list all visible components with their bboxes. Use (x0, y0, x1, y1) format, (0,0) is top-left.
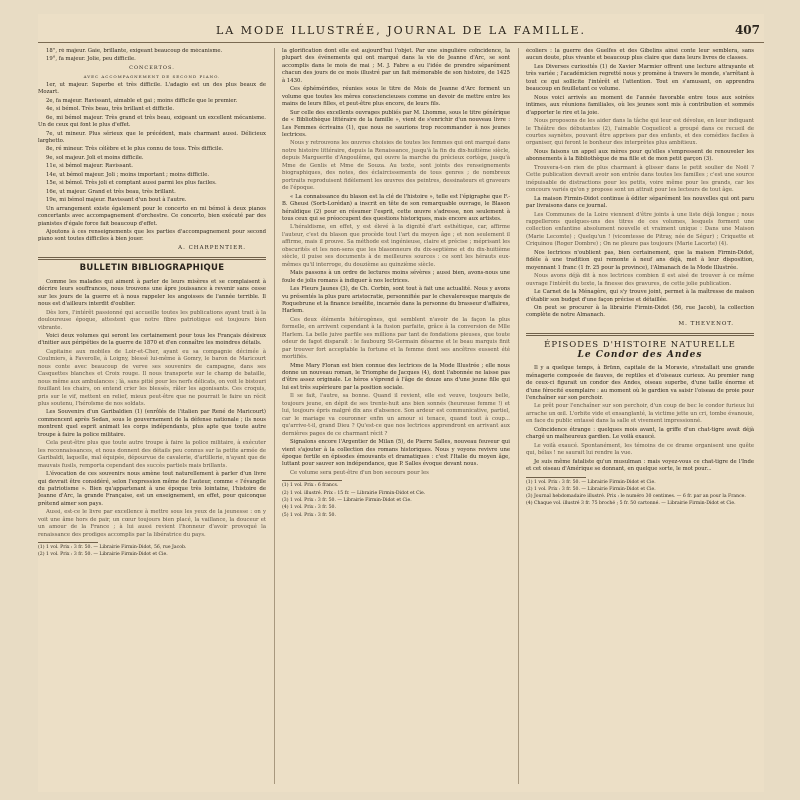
author-signature: A. CHARPENTIER. (178, 244, 246, 251)
concerto-entry: 11e, si bémol majeur. Ravissant. (46, 163, 133, 170)
footnote: (1) 1 vol. Prix : 6 francs. (282, 483, 339, 489)
footnote: (4) Chaque vol. illustré 3 fr. 75 broché ; 5 fr. 50 cartonné. — Librairie Firmin-Didot et Cie. (526, 501, 736, 507)
footnote-rule (282, 480, 342, 481)
article-paragraph: la glorification dont elle est aujourd'hui l'objet. Par une singulière coïncidence, la plupart des événements qui ont marqué dans la vie de Jeanne d'Arc, se sont accomplis dans le mois de mai ; M. J. Fabre a eu l'idée de prendre séparément chacun des jours de ce mois illustré par un fait mémorable de son histoire, de 1425 à 1430. (282, 48, 510, 84)
episode-paragraph: Coïncidence étrange : quelques mois avant, la griffe d'un chat-tigre avait déjà chargé un malheureux gardien. Le voilà exaucé. (526, 426, 754, 441)
article-paragraph: « La connaissance du blason est la clé de l'histoire », telle est l'épigraphe que F.-B. Gheusi (Sorb-Lorédan) a inscrit en tête de son remarquable ouvrage, le Blason héraldique (2) pour en résumer l'esprit, cette œuvre s'adresse, non seulement à tous ceux qui se préoccupent des questions historiques, mais encore aux artistes. (282, 193, 510, 222)
footnote: (4) 1 vol. Prix : 3 fr. 50. (282, 505, 336, 511)
concerto-item: 18°, ré majeur. Gaie, brillante, exigeant beaucoup de mécanisme. (46, 48, 223, 54)
filler-text: Il se fait, l'autre, sa bonne. Quand il revient, elle est veuve, toujours belle, toujours jeune, en dépit de ses trente-huit ans bien sonnés (heureuse femme !) et lui, toujours épris malgré dix ans d'absence. Son ardeur est communicative, partiel, car le mariage va couronner enfin un amour si tenace, quand tout à coup... qu'arrive-t-il, grand Dieu ? Qu'est-ce que nos lectrices apprendront en arrivant aux dernières pages de ce charmant récit ? (282, 393, 510, 437)
column-divider (518, 48, 519, 784)
episode-paragraph: Il y a quelque temps, à Brünn, capitale de la Moravie, s'installait une grande ménagerie composée de fauves, de reptiles et d'oiseaux curieux. Au premier rang de ceux-ci figurait un condor des Andes, oiseau superbe, d'une taille énorme et d'une férocité exemplaire : au moment où le gardien va saisir l'oiseau de proie pour l'enchaîner sur son perchoir. (526, 365, 754, 402)
filler-text: Nous proposons de les aider dans la tâche qui leur est dévolue, en leur indiquant le Théâtre des débutantes (2), l'aimable Coquelicot a groupé dans ce recueil de courtes saynètes, pouvant être apprises par des enfants, et des comédies faciles à organiser, qui feront le bonheur des interprètes plus ambitieux. (526, 118, 754, 147)
filler-text: Aussi, est-ce le livre par excellence à mettre sous les yeux de la jeunesse : on y voit une âme hors de pair, un cœur toujours bien placé, la vaillance, la douceur et un amour de la France ; à lui aussi revient l'honneur d'avoir provoqué la renaissance des prodiges accomplis par la libératrice du pays. (38, 509, 266, 538)
bulletin-paragraph: Les Souvenirs d'un Garibaldien (1) (enrôlés de l'italien par René de Maricourt) commencent après Sedan, sous le gouvernement de la défense nationale ; ils nous montrent quel esprit animait les corps indépendants, plus apte que toute autre troupe à faire la police militaire. (38, 409, 266, 438)
filler-text: Ces deux éléments hétérogènes, qui semblent n'avoir de la façon la plus formelle, en arrivent cependant à la fusion parfaite, grâce à la conversion de Mlle Harlem. La belle juive parfile ses millions par tant de fondations pieuses, que toute odeur de fagot disparaît : le faubourg St-Germain désarme et le beau marquis finit par trouver fort acceptable la fortune et la femme dont ses ancêtres eussent été mortifiés. (282, 316, 510, 361)
footnote: (1) 1 vol. Prix : 3 fr. 50. — Librairie Firmin-Didot, 56, rue Jacob. (38, 545, 187, 551)
concerto-entry: 1er, ut majeur. Superbe et très difficile. L'adagio est un des plus beaux de Mozart. (38, 81, 266, 96)
article-paragraph: On peut se procurer à la librairie Firmin-Didot (56, rue Jacob), la collection complète de notre Almanach. (526, 304, 754, 319)
filler-text: L'héraldisme, en effet, y est élevé à la dignité d'art esthétique, car, affirme l'auteur, c'est du blason que procède tout l'art du moyen âge ; et non seulement il affirme, mais il prouve. Sa méthode est ingénieuse, claire et précise ; méprisant les obscurités et les non-sens que les blasonneurs du dix-septième et du dix-huitième siècle, il puise ses documents à de meilleures sources : ce sont les hérauts eux-mêmes qu'il interroge, du douzième au quinzième siècle. (282, 224, 510, 268)
section-divider (38, 257, 266, 260)
concerto-entry: 4e, si bémol. Très beau, très brillant et difficile. (46, 106, 175, 113)
bulletin-heading: BULLETIN BIBLIOGRAPHIQUE (79, 263, 225, 274)
filler-text: Trouvera-t-on rien de plus charmant à glisser dans le petit soulier de Noël ? Cette publication devrait avoir son entrée dans toutes les familles ; c'est une source inépuisable de distractions pour les petits, voire même pour les grands, car les concours variés qu'on y propose sont un attrait pour les lecteurs de tout âge. (526, 164, 754, 194)
article-paragraph: Ces éphémérides, réunies sous le titre de Mois de Jeanne d'Arc forment un volume que toutes les mères consciencieuses comme un devoir de mettre entre les mains de leurs filles, et peut-être plus encore, de leurs fils. (282, 86, 510, 108)
filler-text: Le voilà exaucé. Spontanément, les témoins de ce drame organisent une quête qui, bélas ! ne saurait lui rendre la vue. (526, 442, 754, 457)
article-paragraph: Les Fleurs Jaunes (3), de Ch. Corbin, sont tout à fait une actualité. Nous y avons vu présentés la plus pure aristocratie, personnifiée par le chevaleresque marquis de Roquebrune et la finance israélite, incarnée dans la personne du brasseur d'affaires, Harlem. (282, 286, 510, 315)
concertos-note: Un arrangement existe également pour le concerto en mi bémol à deux pianos concertants avec accompagnement d'orchestre. Ce concerto, bien exécuté par des pianistes d'égale force fait beaucoup d'effet. (38, 205, 266, 227)
bulletin-paragraph: Voici deux volumes qui seront les certainement pour tous les Français désireux d'initier aux péripéties de la guerre de 1870 et d'en connaître les moindres détails. (38, 332, 266, 347)
footnote: (3) Journal hebdomadaire illustré. Prix : le numéro 30 centimes. — 6 fr. par an pour la France. (526, 494, 746, 500)
concerto-entry: 15e, si bémol. Très joli et comptant aussi parmi les plus faciles. (46, 180, 217, 187)
article-paragraph: Nous voici arrivés au moment de l'année favorable entre tous aux soirées intimes, aux réunions familiales, où les jeunes sont mis à contribution et sommés d'apporter le rire et la joie. (526, 94, 754, 116)
concertos-subheading: AVEC ACCOMPAGNEMENT DE SECOND PIANO. (83, 74, 221, 80)
concerto-entry: 19e, mi bémol majeur. Ravissant d'un bout à l'autre. (46, 197, 187, 204)
article-paragraph: Signalons encore l'Argentier de Milan (5), de Pierre Salles, nouveau feuveur qui vient s'ajouter à la collection des romans historiques. Nous y voyons revivre une époque fertile en épisodes émouvants et dramatiques : c'est l'Italie du moyen âge, luttant pour sauver son indépendance, que P. Salles évoque devant nous. (282, 439, 510, 468)
episode-subtitle: Le Condor des Andes (577, 349, 703, 360)
newspaper-page (38, 14, 764, 792)
column-3 (526, 48, 754, 788)
footnote: (1) 1 vol. Prix : 3 fr. 50. — Librairie Firmin-Didot et Cie. (526, 479, 656, 485)
article-paragraph: Mme Mary Floran est bien connue des lectrices de la Mode Illustrée ; elle nous donne un nouveau roman, le Triomphe de Jacques (4), dont l'abonnée ne laisse pas d'être assez originale. Le héros s'éprend à l'âge de douze ans d'une jeune fille qui lui est très supérieure par la position sociale. (282, 362, 510, 391)
concerto-entry: 9e, sol majeur. Joli et moins difficile. (46, 154, 144, 161)
filler-text: Le prêt pour l'enchaîner sur son perchoir, d'un coup de bec le condor furieux lui arrache un œil. L'orbite vide et ensanglanté, la victime jette un cri, tombe évanouie, en face du public entassé dans la salle et vivement impressionné. (526, 403, 754, 425)
page-header (38, 20, 764, 43)
footnote: (2) 1 vol. Prix : 3 fr. 50. — Librairie Firmin-Didot et Cie. (38, 552, 168, 558)
filler-text: Les Communes de la Loire viennent d'être joints à une liste déjà longue ; nous rappellerons quelques-uns des titres de ces volumes, lesquels forment une collection enfantine absolument nouvelle et vraiment unique : Dans une Maison (Marie Lecomte) ; Quelqu'un ! (vicomtesse de Pitray, née de Ségur) ; Criquette et Criquinou (Roger Dombre) ; On ne pleure pas toujours (Marie Lacorte) (4). (526, 211, 754, 248)
column-2 (282, 48, 510, 788)
filler-text: Capitaine aux mobiles de Loir-et-Cher, ayant eu sa compagnie décimée à Coulmiers, à Faverolle, à Loigny, blessé lui-même à Gomry, le baron de Maricourt nous conte avec beaucoup de verve ses souvenirs de campagne, dans ses Casquettes blanches et Croix rouge. Il nous transporte sur le champ de bataille, nous même aux ambulances ; là, sans pitié pour les nerfs délicats, on voit le bistouri fouillant les chairs, on entend crier les blessés, râler les agonisants. Ces croquis, pris sur le vif, mettent en relief, mieux peut-être que ne pourrait le faire un récit plus soutenu, l'héroïsme de nos soldats. (38, 348, 266, 408)
concerto-entry: 7e, ut mineur. Plus sérieux que le précédent, mais charmant aussi. Délicieux larghetto. (38, 130, 266, 144)
concerto-entry: 6e, mi bémol majeur. Très grand et très beau, exigeant un excellent mécanisme. Un de ceux qui font le plus d'effet. (38, 114, 266, 129)
article-paragraph: écoliers : la guerre des Guelfes et des Gibelins ainsi conte leur semblera, sans aucun doute, plus vivante et beaucoup plus claire que dans leurs livres de classes. (526, 48, 754, 62)
article-paragraph: Nos lectrices n'oublient pas, bien certainement, que la maison Firmin-Didot, fidèle à une tradition qui remonte à neuf ans déjà, met à leur disposition, moyennant 1 franc (1 fr. 25 pour la province), l'Almanach de la Mode Illustrée. (526, 249, 754, 271)
concerto-item: 19°, fa majeur. Jolie, peu difficile. (46, 56, 136, 63)
filler-text: Dès lors, l'intérêt passionné qui accueille toutes les publications ayant trait à la douloureuse époque, attestent que notre fibre patriotique est toujours bien vibrante. (38, 309, 266, 331)
footnote: (2) 1 vol. Prix : 3 fr. 50. — Librairie Firmin-Didot et Cie. (526, 486, 656, 492)
section-divider (526, 333, 754, 336)
article-paragraph: Le Carnet de la Ménagère, qui s'y trouve joint, permet à la maîtresse de maison d'établir son budget d'une façon précise et détaillée. (526, 289, 754, 303)
footnote-rule (526, 477, 586, 478)
concertos-heading: CONCERTOS. (129, 64, 175, 71)
filler-text: Nous y retrouvons les œuvres choisies de toutes les femmes qui ont marqué dans notre histoire littéraire, depuis la Renaissance, jusqu'à la fin du dix-huitième siècle, depuis Marguerite d'Angoulême, qui ouvre la marche du précieux cortège, jusqu'à Mme de Genlis et Mme de Souza. Au texte, sont joints des renseignements biographiques, des notes, des éclaircissements de tous genres ; de nombreux portraits reproduisent fidèlement les œuvres des peintres, dessinateurs et graveurs de l'époque. (282, 140, 510, 192)
footnote: (5) 1 vol. Prix : 3 fr. 50. (282, 512, 336, 518)
article-paragraph: Mais passons à un ordre de lectures moins sévères ; aussi bien, avons-nous une foule de jolis romans à indiquer à nos lectrices. (282, 270, 510, 284)
footnote: (3) 1 vol. Prix : 3 fr. 50. — Librairie Firmin-Didot et Cie. (282, 497, 412, 503)
column-divider (274, 48, 275, 784)
journal-title: LA MODE ILLUSTRÉE, JOURNAL DE LA FAMILLE. (215, 24, 586, 37)
bulletin-paragraph: L'évocation de ces souvenirs nous amène tout naturellement à parler d'un livre qui devrait être considéré, selon l'expression même de l'auteur, comme « l'évangile du patriotisme ». Bien qu'appartenant à une époque très lointaine, l'histoire de Jeanne d'Arc, la grande Française, est un enseignement, en effet, pour quiconque prétend aimer son pays. (38, 471, 266, 507)
filler-text: Cela peut-être plus que toute autre troupe à faire la police militaire, à exécuter les reconnaissances, et nous donnent des détails peu connus sur la petite armée de Garibaldi, laquelle, mal équipée, dépourvue de cavalerie, d'artillerie, n'ayant que de mauvais fusils, remporta cependant des succès partiels mais brillants. (38, 440, 266, 469)
concertos-note: Ajoutons à ces renseignements que les parties d'accompagnement pour second piano sont toutes difficiles à bien jouer. (38, 228, 266, 243)
concerto-entry: 16e, ut majeur. Grand et très beau, très brillant. (46, 188, 176, 195)
episode-paragraph: Je suis même fataliste qu'un musulman : mais voyez-vous ce chat-tigre de l'Inde et cet oiseau d'Amérique se donnant, en quelque sorte, le mot pour... (526, 458, 754, 473)
article-paragraph: Les Diverses curiosités (1) de Xavier Marmier offrent une lecture attrayante et très variée ; l'académicien regretté nous y promène à travers le monde, s'arrêtant à tout ce qui sollicite l'intérêt et l'attention. Tout en s'amusant, on apprendra beaucoup en feuilletant ce volume. (526, 63, 754, 93)
concerto-entry: 14e, ut bémol majeur. Joli ; moins important ; moins difficile. (46, 171, 210, 178)
episodes-heading: ÉPISODES D'HISTOIRE NATURELLE (544, 340, 736, 351)
page-number: 407 (734, 23, 760, 37)
footnote-rule (38, 542, 98, 543)
footnote: (2) 1 vol. illustré. Prix : 15 fr. — Librairie Firmin-Didot et Cie. (282, 490, 426, 496)
filler-text: Nous avons déjà dit à nos lectrices combien il est aisé de trouver à ce même ouvrage l'intérêt du texte, la finesse des gravures, de cette jolie publication. (526, 273, 754, 287)
author-signature: M. THEVENOT. (678, 320, 734, 327)
bulletin-paragraph: Comme les malades qui aiment à parler de leurs misères et se complaisent à décrire leurs souffrances, nous trouvons une âpre jouissance à revenir sans cesse sur les jours de la guerre et à nous rappeler les angoisses de l'année terrible. Il nous est d'ailleurs interdit d'oublier. (38, 278, 266, 308)
article-paragraph: Nous faisons un appel aux mères pour qu'elles s'empressent de renouveler les abonnements à la Bibliothèque de ma fille et de mon petit garçon (3). (526, 148, 754, 163)
column-1 (38, 48, 266, 788)
filler-text: Ce volume sera peut-être d'un bon secours pour les (290, 469, 429, 476)
article-paragraph: La maison Firmin-Didot continue à éditer séparément les nouvelles qui ont paru par livraisons dans ce journal. (526, 195, 754, 210)
concerto-entry: 8e, ré mineur. Très célèbre et le plus connu de tous. Très difficile. (46, 146, 224, 153)
concerto-entry: 2e, fa majeur. Ravissant, aimable et gai ; moins difficile que le premier. (46, 97, 238, 104)
article-paragraph: Sur celle des excellents ouvrages publiés par M. Lhomme, sous le titre générique de « Bibliothèque littéraire de la famille », vient de s'enrichir d'un nouveau livre : Les Femmes écrivains (1), que nous ne saurions trop recommander à nos jeunes lectrices. (282, 109, 510, 138)
